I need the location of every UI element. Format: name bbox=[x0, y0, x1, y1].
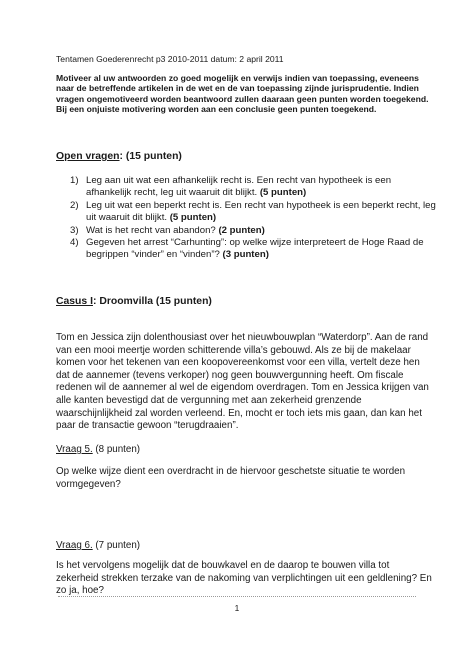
vraag5-points: (8 punten) bbox=[92, 444, 141, 455]
question-points: (3 punten) bbox=[222, 249, 269, 261]
footer-divider bbox=[58, 596, 416, 597]
page-number: 1 bbox=[234, 603, 240, 613]
question-number: 2) bbox=[70, 199, 79, 211]
casus-title: : Droomvilla (15 punten) bbox=[92, 296, 212, 307]
question-item bbox=[70, 175, 438, 200]
open-questions-list bbox=[70, 175, 438, 262]
question-text: Wat is het recht van abandon? bbox=[86, 224, 219, 236]
question-number: 3) bbox=[70, 224, 79, 236]
open-vragen-heading bbox=[56, 151, 434, 162]
casus-heading bbox=[56, 296, 434, 307]
casus-text: Tom en Jessica zijn dolenthousiast over het nieuwbouwplan “Waterdorp”. Aan de rand van een mooi meertje worden schitterende villa’s gebouwd. Als ze bij de makelaar komen voor het tekenen van een koopovereenkomst voor een villa, vertelt deze hen dat de aannemer (tevens verkoper) nog geen bouwvergunning heeft. Om fiscale redenen wil de aannemer al wel de eigendom overdragen. Tom en Jessica krijgen van alle kanten bevestigd dat de vergunning met aan zekerheid grenzende waarschijnlijkheid zal worden verleend. En, mocht er toch iets mis gaan, dan kan het paar de transactie gewoon “terugdraaien”. bbox=[56, 332, 429, 432]
vraag5-label: Vraag 5. bbox=[56, 444, 93, 455]
question-text: Leg uit wat een beperkt recht is. Een recht van hypotheek is een beperkt recht, leg uit waaruit dit blijkt. bbox=[86, 199, 436, 224]
vraag6-points: (7 punten) bbox=[92, 540, 141, 551]
vraag5-text: Op welke wijze dient een overdracht in de hiervoor geschetste situatie te worden vormgegeven? bbox=[56, 466, 406, 490]
question-text: Gegeven het arrest “Carhunting”: op welke wijze interpreteert de Hoge Raad de begrippen “vinder” en “vinden”? bbox=[86, 237, 424, 261]
vraag6-label: Vraag 6. bbox=[56, 540, 93, 551]
open-vragen-label: Open vragen bbox=[56, 151, 120, 162]
question-item bbox=[70, 237, 438, 262]
vraag6-heading bbox=[56, 540, 434, 551]
vraag5-heading bbox=[56, 444, 434, 455]
question-item bbox=[70, 225, 438, 237]
question-item bbox=[70, 200, 438, 225]
question-points: (5 punten) bbox=[259, 187, 307, 199]
question-number: 1) bbox=[70, 175, 79, 186]
question-points: (2 punten) bbox=[218, 224, 265, 236]
vraag6-text: Is het vervolgens mogelijk dat de bouwkavel en de daarop te bouwen villa tot zekerheid strekken terzake van de nakoming van verplichtingen uit een geldlening? En zo ja, hoe? bbox=[56, 560, 432, 597]
document-title: Tentamen Goederenrecht p3 2010-2011 datum: 2 april 2011 bbox=[56, 54, 284, 64]
question-number: 4) bbox=[70, 237, 79, 249]
question-points: (5 punten) bbox=[169, 212, 217, 224]
casus-label: Casus I bbox=[56, 296, 93, 307]
question-text: Leg aan uit wat een afhankelijk recht is. Een recht van hypotheek is een afhankelijk recht, leg uit waaruit dit blijkt. bbox=[86, 175, 392, 199]
open-vragen-points: : (15 punten) bbox=[119, 151, 182, 162]
motivation-instructions: Motiveer al uw antwoorden zo goed mogelijk en verwijs indien van toepassing, eveneens naar de betreffende artikelen in de wet en de van toepassing zijnde jurisprudentie. Indien vragen ongemotiveerd worden beantwoord zullen daaraan geen punten worden toegekend. Bij een onjuiste motivering worden aan een conclusie geen punten toegekend. bbox=[56, 73, 429, 115]
